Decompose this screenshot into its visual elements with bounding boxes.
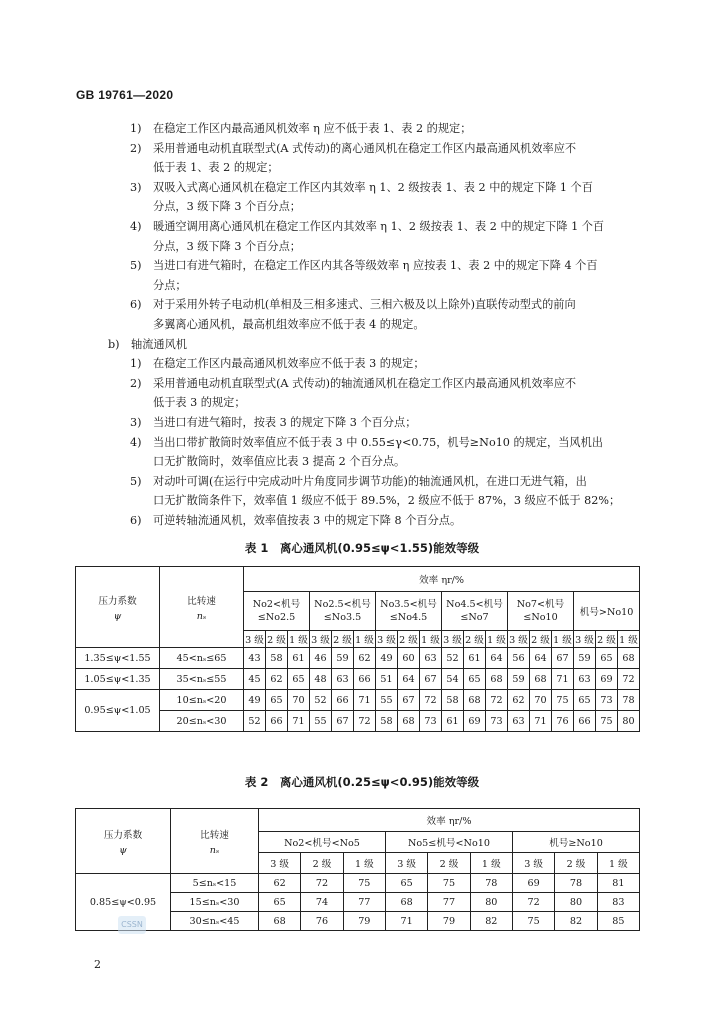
grade-header: 1 级: [470, 853, 512, 874]
group-label: No2.5<机号 ≤No3.5: [314, 599, 371, 623]
efficiency-value-cell: 75: [512, 912, 554, 931]
list-item-text: 分点，3 级下降 3 个百分点；: [153, 200, 301, 214]
efficiency-value-cell: 64: [530, 648, 552, 669]
list-item-text: 低于表 1、表 2 的规定；: [153, 161, 279, 175]
list-item-text: 低于表 3 的规定；: [153, 396, 246, 410]
efficiency-header: 效率 ηr/%: [244, 567, 640, 592]
list-item-text: 当进口有进气箱时，在稳定工作区内其各等级效率 η 应按表 1、表 2 中的规定下降 4 个百: [153, 259, 598, 273]
list-item-text: 可逆转轴流通风机，效率值按表 3 中的规定下降 8 个百分点。: [153, 514, 462, 527]
efficiency-value-cell: 75: [343, 874, 385, 893]
efficiency-value-cell: 52: [244, 711, 266, 732]
fan-number-group-header: 机号>No10: [574, 592, 640, 631]
pressure-coefficient-cell: 0.95≤ψ<1.05: [76, 690, 160, 732]
efficiency-value-cell: 59: [508, 669, 530, 690]
group-label: No2<机号 ≤No2.5: [252, 599, 301, 623]
efficiency-value-cell: 72: [301, 874, 343, 893]
efficiency-value-cell: 61: [464, 648, 486, 669]
efficiency-value-cell: 65: [259, 893, 301, 912]
efficiency-value-cell: 79: [343, 912, 385, 931]
pressure-coefficient-header-label: 压力系数: [103, 829, 143, 841]
efficiency-value-cell: 68: [259, 912, 301, 931]
efficiency-value-cell: 71: [552, 669, 574, 690]
efficiency-value-cell: 79: [428, 912, 470, 931]
efficiency-value-cell: 68: [486, 669, 508, 690]
efficiency-value-cell: 78: [470, 874, 512, 893]
efficiency-value-cell: 65: [266, 690, 288, 711]
efficiency-value-cell: 73: [420, 711, 442, 732]
grade-header: 1 级: [343, 853, 385, 874]
efficiency-value-cell: 62: [259, 874, 301, 893]
list-item-text: 分点；: [153, 278, 187, 292]
efficiency-value-cell: 65: [574, 690, 596, 711]
specific-speed-header: [160, 567, 244, 648]
grade-header: 2 级: [398, 631, 420, 648]
specific-speed-header-symbol: nₛ: [196, 610, 207, 622]
list-item-text: 分点，3 级下降 3 个百分点；: [153, 239, 301, 253]
fan-number-group-header: [442, 592, 508, 631]
efficiency-value-cell: 56: [508, 648, 530, 669]
efficiency-value-cell: 62: [508, 690, 530, 711]
list-item-number: 6): [130, 298, 142, 312]
grade-header: 2 级: [530, 631, 552, 648]
specific-speed-header-symbol: nₛ: [209, 844, 220, 856]
grade-header: 1 级: [597, 853, 639, 874]
efficiency-value-cell: 66: [332, 690, 354, 711]
efficiency-value-cell: 52: [442, 648, 464, 669]
list-item-number: 2): [130, 141, 142, 155]
efficiency-header: 效率 ηr/%: [259, 809, 640, 832]
efficiency-value-cell: 66: [354, 669, 376, 690]
efficiency-value-cell: 49: [244, 690, 266, 711]
specific-speed-cell: 5≤nₛ<15: [171, 874, 259, 893]
fan-number-group-header: No2<机号<No5: [259, 832, 386, 853]
grade-header: 3 级: [512, 853, 554, 874]
efficiency-value-cell: 77: [428, 893, 470, 912]
specific-speed-cell: 30≤nₛ<45: [171, 912, 259, 931]
efficiency-value-cell: 78: [555, 874, 597, 893]
efficiency-value-cell: 73: [596, 690, 618, 711]
fan-number-group-header: No5≤机号<No10: [385, 832, 512, 853]
grade-header: 1 级: [618, 631, 640, 648]
list-item-text: 采用普通电动机直联型式(A 式传动)的离心通风机在稳定工作区内最高通风机效率应不: [153, 141, 577, 155]
efficiency-value-cell: 80: [555, 893, 597, 912]
list-item-number: 6): [130, 514, 142, 527]
specific-speed-header-label: 比转速: [187, 595, 216, 607]
section-number: b): [108, 337, 120, 351]
efficiency-value-cell: 78: [618, 690, 640, 711]
efficiency-value-cell: 69: [464, 711, 486, 732]
efficiency-value-cell: 72: [618, 669, 640, 690]
efficiency-value-cell: 69: [512, 874, 554, 893]
efficiency-value-cell: 74: [301, 893, 343, 912]
efficiency-value-cell: 81: [597, 874, 639, 893]
group-label: No3.5<机号 ≤No4.5: [380, 599, 437, 623]
efficiency-value-cell: 49: [376, 648, 398, 669]
efficiency-value-cell: 60: [398, 648, 420, 669]
efficiency-value-cell: 68: [385, 893, 427, 912]
grade-header: 2 级: [266, 631, 288, 648]
table-row: [76, 690, 640, 711]
grade-header: 1 级: [354, 631, 376, 648]
grade-header: 1 级: [420, 631, 442, 648]
efficiency-value-cell: 65: [385, 874, 427, 893]
fan-number-group-header: [244, 592, 310, 631]
list-item-text: 对于采用外转子电动机(单相及三相多速式、三相六极及以上除外)直联传动型式的前向: [153, 298, 576, 312]
efficiency-value-cell: 71: [530, 711, 552, 732]
pressure-coefficient-header-label: 压力系数: [98, 595, 137, 607]
pressure-coefficient-header: [76, 809, 171, 874]
efficiency-value-cell: 64: [398, 669, 420, 690]
grade-header: 2 级: [332, 631, 354, 648]
efficiency-value-cell: 68: [618, 648, 640, 669]
list-item-number: 4): [130, 220, 142, 233]
list-item-number: 1): [130, 357, 142, 371]
pressure-coefficient-cell: 0.85≤ψ<0.95: [76, 874, 171, 931]
grade-header: 3 级: [259, 853, 301, 874]
table2-caption: 表 2 离心通风机(0.25≤ψ<0.95)能效等级: [244, 775, 480, 789]
efficiency-value-cell: 75: [428, 874, 470, 893]
efficiency-value-cell: 45: [244, 669, 266, 690]
list-item-text: 在稳定工作区内最高通风机效率应不低于表 3 的规定；: [153, 357, 425, 371]
pressure-coefficient-cell: 1.05≤ψ<1.35: [76, 669, 160, 690]
grade-header: 3 级: [310, 631, 332, 648]
grade-header: 1 级: [552, 631, 574, 648]
table2: [75, 808, 640, 931]
efficiency-value-cell: 58: [442, 690, 464, 711]
efficiency-value-cell: 80: [470, 893, 512, 912]
fan-number-group-header: [376, 592, 442, 631]
efficiency-value-cell: 46: [310, 648, 332, 669]
fan-number-group-header: 机号≥No10: [512, 832, 639, 853]
table1: [75, 566, 640, 732]
grade-header: 2 级: [555, 853, 597, 874]
table-row: [76, 711, 640, 732]
efficiency-value-cell: 82: [470, 912, 512, 931]
efficiency-value-cell: 85: [597, 912, 639, 931]
specific-speed-header-label: 比转速: [200, 829, 229, 841]
grade-header: 2 级: [464, 631, 486, 648]
table1-caption: 表 1 离心通风机(0.95≤ψ<1.55)能效等级: [244, 541, 480, 555]
specific-speed-cell: 20≤nₛ<30: [160, 711, 244, 732]
grade-header: 1 级: [486, 631, 508, 648]
specific-speed-cell: 10≤nₛ<20: [160, 690, 244, 711]
efficiency-value-cell: 71: [288, 711, 310, 732]
efficiency-value-cell: 67: [552, 648, 574, 669]
efficiency-value-cell: 77: [343, 893, 385, 912]
pressure-coefficient-header-symbol: ψ: [119, 844, 127, 856]
efficiency-value-cell: 71: [354, 690, 376, 711]
efficiency-value-cell: 58: [376, 711, 398, 732]
list-item-text: 采用普通电动机直联型式(A 式传动)的轴流通风机在稳定工作区内最高通风机效率应不: [153, 376, 577, 390]
group-label: No4.5<机号 ≤No7: [446, 599, 503, 623]
efficiency-value-cell: 54: [442, 669, 464, 690]
efficiency-value-cell: 55: [310, 711, 332, 732]
list-item-number: 1): [130, 122, 142, 135]
grade-header: 3 级: [508, 631, 530, 648]
fan-number-group-header: [508, 592, 574, 631]
list-item-text: 当出口带扩散筒时效率值应不低于表 3 中 0.55≤γ<0.75，机号≥No10 的规定，当风机出: [153, 435, 603, 449]
efficiency-value-cell: 72: [512, 893, 554, 912]
grade-header: 2 级: [428, 853, 470, 874]
page-number: 2: [94, 958, 101, 971]
list-item-number: 3): [130, 416, 142, 429]
grade-header: 3 级: [385, 853, 427, 874]
efficiency-value-cell: 55: [376, 690, 398, 711]
efficiency-value-cell: 63: [574, 669, 596, 690]
efficiency-value-cell: 66: [574, 711, 596, 732]
efficiency-value-cell: 73: [486, 711, 508, 732]
efficiency-value-cell: 65: [288, 669, 310, 690]
efficiency-value-cell: 69: [596, 669, 618, 690]
efficiency-value-cell: 72: [486, 690, 508, 711]
efficiency-value-cell: 59: [574, 648, 596, 669]
efficiency-value-cell: 58: [266, 648, 288, 669]
efficiency-value-cell: 63: [508, 711, 530, 732]
standard-number: GB 19761—2020: [76, 88, 174, 102]
pressure-coefficient-header-symbol: ψ: [113, 610, 122, 622]
grade-header: 3 级: [574, 631, 596, 648]
pressure-coefficient-header: [76, 567, 160, 648]
efficiency-value-cell: 48: [310, 669, 332, 690]
efficiency-value-cell: 76: [301, 912, 343, 931]
efficiency-value-cell: 63: [332, 669, 354, 690]
grade-header: 2 级: [301, 853, 343, 874]
list-item-number: 5): [130, 474, 142, 488]
efficiency-value-cell: 71: [385, 912, 427, 931]
efficiency-value-cell: 72: [354, 711, 376, 732]
grade-header: 3 级: [442, 631, 464, 648]
specific-speed-header: [171, 809, 259, 874]
efficiency-value-cell: 51: [376, 669, 398, 690]
table-row: [76, 648, 640, 669]
grade-header: 2 级: [596, 631, 618, 648]
efficiency-value-cell: 67: [332, 711, 354, 732]
efficiency-value-cell: 67: [398, 690, 420, 711]
efficiency-value-cell: 68: [464, 690, 486, 711]
efficiency-value-cell: 70: [530, 690, 552, 711]
efficiency-value-cell: 72: [420, 690, 442, 711]
efficiency-value-cell: 66: [266, 711, 288, 732]
list-item-text: 暖通空调用离心通风机在稳定工作区内其效率 η 1、2 级按表 1、表 2 中的规定下降 1 个百: [153, 220, 605, 233]
efficiency-value-cell: 68: [530, 669, 552, 690]
list-item-text: 口无扩散筒条件下，效率值 1 级应不低于 89.5%，2 级应不低于 87%，3 级应不低于 82%；: [153, 494, 621, 508]
specific-speed-cell: 45<nₛ≤65: [160, 648, 244, 669]
efficiency-value-cell: 76: [552, 711, 574, 732]
pressure-coefficient-cell: 1.35≤ψ<1.55: [76, 648, 160, 669]
list-item-text: 对动叶可调(在运行中完成动叶片角度同步调节功能)的轴流通风机，在进口无进气箱，出: [153, 474, 587, 488]
efficiency-value-cell: 67: [420, 669, 442, 690]
efficiency-value-cell: 61: [288, 648, 310, 669]
efficiency-value-cell: 62: [354, 648, 376, 669]
efficiency-value-cell: 75: [552, 690, 574, 711]
group-label: No7<机号 ≤No10: [516, 599, 565, 623]
efficiency-value-cell: 68: [398, 711, 420, 732]
watermark-logo: CSSN: [118, 916, 146, 934]
efficiency-value-cell: 43: [244, 648, 266, 669]
efficiency-value-cell: 75: [596, 711, 618, 732]
grade-header: 3 级: [376, 631, 398, 648]
efficiency-value-cell: 63: [420, 648, 442, 669]
specific-speed-cell: 35<nₛ≤55: [160, 669, 244, 690]
list-item-text: 在稳定工作区内最高通风机效率 η 应不低于表 1、表 2 的规定；: [153, 122, 472, 135]
efficiency-value-cell: 61: [442, 711, 464, 732]
efficiency-value-cell: 83: [597, 893, 639, 912]
efficiency-value-cell: 64: [486, 648, 508, 669]
list-item-number: 2): [130, 376, 142, 390]
list-item-number: 4): [130, 435, 142, 449]
section-title: 轴流通风机: [131, 337, 187, 351]
efficiency-value-cell: 62: [266, 669, 288, 690]
efficiency-value-cell: 82: [555, 912, 597, 931]
efficiency-value-cell: 65: [464, 669, 486, 690]
specific-speed-cell: 15≤nₛ<30: [171, 893, 259, 912]
grade-header: 3 级: [244, 631, 266, 648]
efficiency-value-cell: 52: [310, 690, 332, 711]
efficiency-value-cell: 59: [332, 648, 354, 669]
table-row: [76, 669, 640, 690]
list-item-number: 5): [130, 259, 142, 273]
list-item-text: 口无扩散筒时，效率值应比表 3 提高 2 个百分点。: [153, 455, 406, 469]
efficiency-value-cell: 65: [596, 648, 618, 669]
efficiency-value-cell: 70: [288, 690, 310, 711]
grade-header: 1 级: [288, 631, 310, 648]
efficiency-value-cell: 80: [618, 711, 640, 732]
list-item-text: 双吸入式离心通风机在稳定工作区内其效率 η 1、2 级按表 1、表 2 中的规定下降 1 个百: [153, 180, 593, 194]
list-item-text: 多翼离心通风机，最高机组效率应不低于表 4 的规定。: [153, 318, 425, 331]
fan-number-group-header: [310, 592, 376, 631]
list-item-number: 3): [130, 180, 142, 194]
list-item-text: 当进口有进气箱时，按表 3 的规定下降 3 个百分点；: [153, 416, 417, 429]
table-row: [76, 874, 640, 893]
